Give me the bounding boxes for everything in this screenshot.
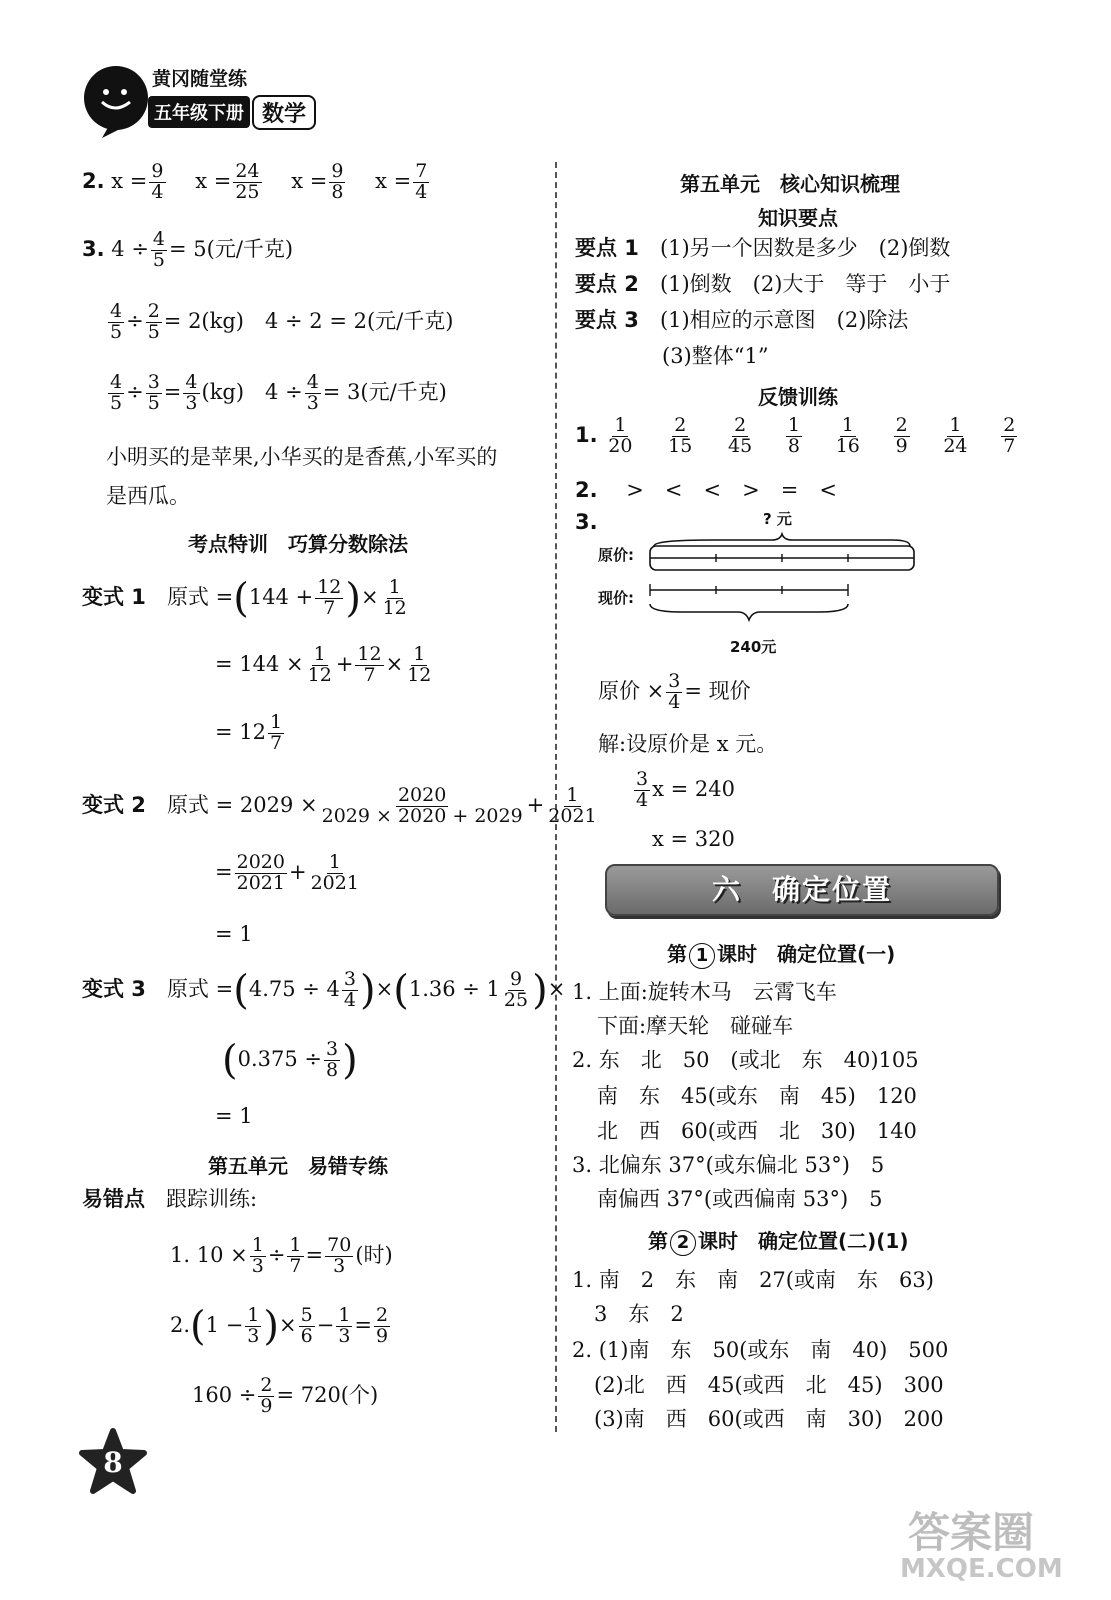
bs3-line2: (0.375 ÷ $\frac{3}{8}$ ) (222, 1037, 358, 1084)
smiley-icon (80, 62, 158, 140)
q3-answer-1: 小明买的是苹果,小华买的是香蕉,小军买的 (106, 445, 498, 469)
lesson2-title: 第 2 课时 确定位置(二)(1) (648, 1225, 908, 1256)
fk3-eq2: 解:设原价是 x 元。 (598, 732, 778, 756)
fk3-amount: 240元 (730, 638, 777, 656)
zhishi-title: 知识要点 (758, 206, 838, 230)
l2-line-5: (3)南 西 60(或西 南 30) 200 (594, 1407, 944, 1431)
yaodian-2: 要点 2 (1)倒数 (2)大于 等于 小于 (575, 272, 951, 296)
subject-label: 数学 (252, 95, 316, 130)
header-logo (80, 62, 350, 142)
l1-line-7: 南偏西 37°(或西偏南 53°) 5 (597, 1187, 883, 1211)
l1-line-5: 北 西 60(或西 北 30) 140 (597, 1119, 917, 1143)
l2-line-4: (2)北 西 45(或西 北 45) 300 (594, 1373, 944, 1397)
unit5-title: 第五单元 核心知识梳理 (680, 172, 900, 196)
bs3-line1: 变式 3 原式 =(4.75 ÷ 4 $\frac{3}{4}$ )×(1.36 ÷ 1 $\frac{9}{25}$ )× (82, 967, 566, 1014)
lesson1-title: 第 1 课时 确定位置(一) (667, 938, 895, 969)
l2-line-3: 2. (1)南 东 50(或东 南 40) 500 (572, 1338, 949, 1362)
bs3-line3: = 1 (215, 1104, 253, 1128)
yicuo-item-3: 160 ÷ $\frac{2}{9}$ = 720(个) (192, 1374, 379, 1417)
bs1-line2: = 144 × $\frac{1}{12}$ + $\frac{12}{7}$ × $\frac{1}{12}$ (215, 643, 432, 686)
q2-line: 2. x = $\frac{9}{4}$ x = $\frac{24}{25}$ x = $\frac{9}{8}$ x = $\frac{7}{4}$ (82, 160, 428, 203)
fankui-title: 反馈训练 (758, 385, 838, 409)
l2-line-2: 3 东 2 (594, 1302, 684, 1326)
l1-line-4: 南 东 45(或东 南 45) 120 (597, 1084, 917, 1108)
yaodian-3b: (3)整体“1” (662, 344, 769, 368)
bs2-line3: = 1 (215, 922, 253, 946)
fk3-eq3: $\frac{3}{4}$ x = 240 (636, 768, 735, 811)
bs1-line1: 变式 1 原式 =(144 + $\frac{12}{7}$ )× $\frac{1}{12}$ (82, 575, 407, 622)
q3-line1: 3. 4 ÷ $\frac{4}{5}$ = 5(元/千克) (82, 228, 294, 271)
yaodian-3: 要点 3 (1)相应的示意图 (2)除法 (575, 308, 909, 332)
series-name: 黄冈随堂练 (152, 68, 248, 90)
fk3-now-label: 现价: (598, 589, 634, 607)
fk3-orig-label: 原价: (598, 546, 634, 564)
watermark: 答案圈 MXQE.COM (900, 1508, 1063, 1584)
segment-diagram (642, 528, 922, 638)
bs2-line2: = $\frac{2020}{2021}$ + $\frac{1}{2021}$ (215, 851, 359, 894)
kaodian-title: 考点特训 巧算分数除法 (188, 532, 408, 556)
page-number-badge: 8 (78, 1428, 148, 1498)
fk2-line: 2. > < < > = < (575, 478, 837, 502)
q3-line2: $\frac{4}{5}$ ÷ $\frac{2}{5}$ = 2(kg) 4 ÷ 2 = 2(元/千克) (110, 300, 454, 343)
yicuo-label-line: 易错点 跟踪训练: (82, 1187, 258, 1211)
q3-line3: $\frac{4}{5}$ ÷ $\frac{3}{5}$ = $\frac{4}{3}$ (kg) 4 ÷ $\frac{4}{3}$ = 3(元/千克) (110, 371, 447, 414)
yicuo-item-2: 2.(1 − $\frac{1}{3}$ )× $\frac{5}{6}$ − $\frac{1}{3}$ = $\frac{2}{9}$ (170, 1303, 389, 1350)
unit6-banner: 六 确定位置 (605, 864, 999, 916)
fk3-eq4: x = 320 (652, 827, 735, 851)
l1-line-3: 2. 东 北 50 (或北 东 40)105 (572, 1048, 919, 1072)
fk3-label: 3. (575, 510, 598, 534)
q3-answer-2: 是西瓜。 (106, 484, 190, 508)
yaodian-1: 要点 1 (1)另一个因数是多少 (2)倒数 (575, 236, 951, 260)
fk1-line: 1. $\frac{1}{20}$ $\frac{2}{15}$ $\frac{2}{45}$ $\frac{1}{8}$ $\frac{1}{16}$ $\frac{2}{9}$ $\frac{1}{24}$ $\frac{2}{7}$ (575, 414, 1016, 457)
bs1-line3: = 12 $\frac{1}{7}$ (215, 711, 283, 754)
fk3-question: ? 元 (763, 510, 792, 528)
bs2-line1: 变式 2 原式 = 2029 × $\frac{2020}{2029 \times 2020 + 2029}$ + $\frac{1}{2021}$ (82, 784, 597, 827)
l2-line-1: 1. 南 2 东 南 27(或南 东 63) (572, 1268, 934, 1292)
l1-line-6: 3. 北偏东 37°(或东偏北 53°) 5 (572, 1153, 885, 1177)
l1-line-2: 下面:摩天轮 碰碰车 (597, 1014, 794, 1038)
l1-line-1: 1. 上面:旋转木马 云霄飞车 (572, 980, 837, 1004)
yicuo-item-1: 1. 10 × $\frac{1}{3}$ ÷ $\frac{1}{7}$ = $\frac{70}{3}$ (时) (170, 1234, 393, 1277)
grade-label: 五年级下册 (148, 96, 250, 128)
fk3-eq1: 原价 × $\frac{3}{4}$ = 现价 (598, 670, 751, 713)
yicuo-title: 第五单元 易错专练 (208, 1154, 388, 1178)
